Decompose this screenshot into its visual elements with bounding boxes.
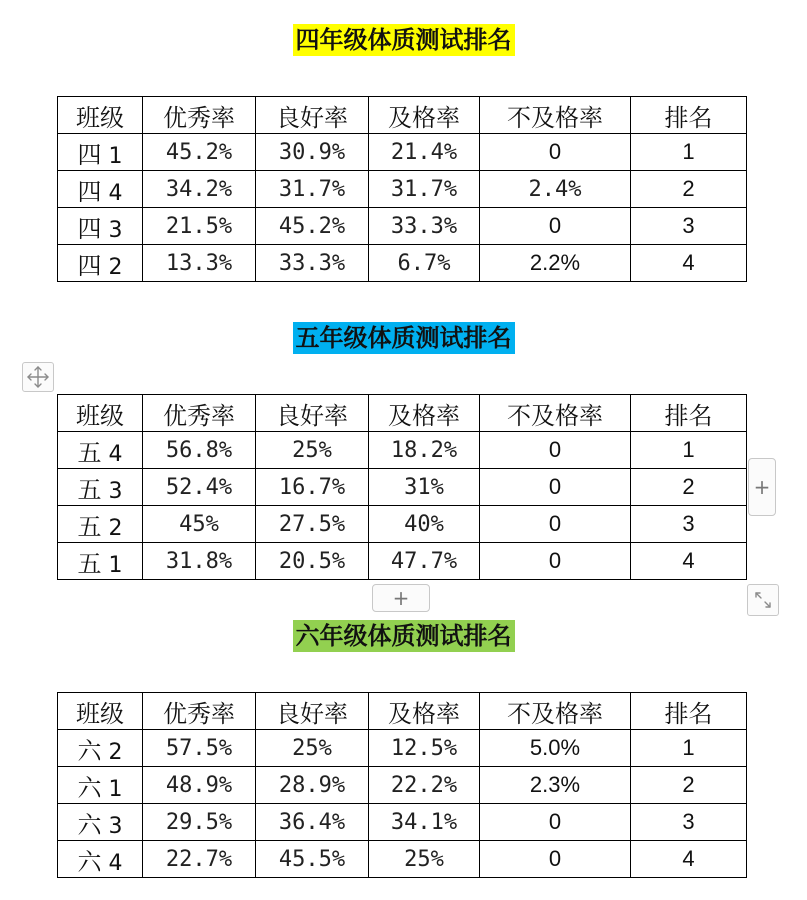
table-row [58, 469, 747, 506]
good-rate-cell[interactable]: 27.5% [256, 506, 369, 543]
excellent-rate-cell[interactable]: 45.2% [143, 134, 256, 171]
header-good-rate[interactable]: 良好率 [256, 395, 369, 432]
class-cell[interactable] [58, 767, 143, 804]
good-rate-cell[interactable]: 28.9% [256, 767, 369, 804]
table-header-row [58, 693, 747, 730]
class-number: 1 [108, 552, 123, 578]
class-number: 4 [108, 180, 123, 206]
fail-rate-cell[interactable]: 0 [480, 432, 631, 469]
grade-label: 四 [77, 177, 102, 206]
class-cell[interactable] [58, 469, 143, 506]
grade-label: 五 [77, 438, 102, 467]
rank-cell[interactable]: 2 [631, 171, 747, 208]
table-row [58, 171, 747, 208]
rank-cell[interactable]: 3 [631, 506, 747, 543]
grade-label: 五 [77, 475, 102, 504]
table-row [58, 841, 747, 878]
excellent-rate-cell[interactable]: 22.7% [143, 841, 256, 878]
rank-cell[interactable]: 1 [631, 730, 747, 767]
table-row [58, 208, 747, 245]
grade6-title-text: 六年级体质测试排名 [293, 620, 515, 652]
header-pass-rate[interactable]: 及格率 [369, 97, 480, 134]
good-rate-cell[interactable]: 33.3% [256, 245, 369, 282]
header-class[interactable]: 班级 [58, 693, 143, 730]
header-fail-rate[interactable]: 不及格率 [480, 693, 631, 730]
grade-label: 五 [77, 512, 102, 541]
class-number: 2 [108, 739, 123, 765]
pass-rate-cell[interactable]: 40% [369, 506, 480, 543]
header-rank[interactable]: 排名 [631, 395, 747, 432]
class-cell[interactable] [58, 245, 143, 282]
fail-rate-cell[interactable]: 2.4% [480, 171, 631, 208]
class-cell[interactable] [58, 506, 143, 543]
rank-cell[interactable]: 4 [631, 543, 747, 580]
fail-rate-cell[interactable]: 2.3% [480, 767, 631, 804]
class-cell[interactable] [58, 208, 143, 245]
header-excellent-rate[interactable]: 优秀率 [143, 693, 256, 730]
header-rank[interactable]: 排名 [631, 693, 747, 730]
good-rate-cell[interactable]: 30.9% [256, 134, 369, 171]
pass-rate-cell[interactable]: 47.7% [369, 543, 480, 580]
header-class[interactable]: 班级 [58, 97, 143, 134]
add-row-button[interactable] [372, 584, 430, 612]
class-cell[interactable] [58, 841, 143, 878]
table-row [58, 804, 747, 841]
good-rate-cell[interactable]: 16.7% [256, 469, 369, 506]
excellent-rate-cell[interactable]: 45% [143, 506, 256, 543]
fail-rate-cell[interactable]: 0 [480, 134, 631, 171]
table-row [58, 767, 747, 804]
fail-rate-cell[interactable]: 2.2% [480, 245, 631, 282]
fail-rate-cell[interactable]: 0 [480, 804, 631, 841]
header-pass-rate[interactable]: 及格率 [369, 395, 480, 432]
excellent-rate-cell[interactable]: 21.5% [143, 208, 256, 245]
header-excellent-rate[interactable]: 优秀率 [143, 395, 256, 432]
grade4-title [0, 26, 807, 54]
grade4-title-text: 四年级体质测试排名 [293, 24, 515, 56]
grade6-title [0, 622, 807, 650]
table-resize-handle[interactable] [747, 584, 779, 616]
fail-rate-cell[interactable]: 5.0% [480, 730, 631, 767]
good-rate-cell[interactable]: 36.4% [256, 804, 369, 841]
fail-rate-cell[interactable]: 0 [480, 469, 631, 506]
header-good-rate[interactable]: 良好率 [256, 693, 369, 730]
class-number: 2 [108, 254, 123, 280]
table-header-row [58, 97, 747, 134]
pass-rate-cell[interactable]: 21.4% [369, 134, 480, 171]
fail-rate-cell[interactable]: 0 [480, 506, 631, 543]
grade-label: 四 [77, 140, 102, 169]
header-pass-rate[interactable]: 及格率 [369, 693, 480, 730]
class-cell[interactable] [58, 171, 143, 208]
excellent-rate-cell[interactable]: 52.4% [143, 469, 256, 506]
fail-rate-cell[interactable]: 0 [480, 543, 631, 580]
add-column-button[interactable] [748, 458, 776, 516]
pass-rate-cell[interactable]: 31.7% [369, 171, 480, 208]
class-number: 1 [108, 143, 123, 169]
rank-cell[interactable]: 1 [631, 432, 747, 469]
excellent-rate-cell[interactable]: 29.5% [143, 804, 256, 841]
rank-cell[interactable]: 4 [631, 245, 747, 282]
pass-rate-cell[interactable]: 25% [369, 841, 480, 878]
table-row [58, 543, 747, 580]
rank-cell[interactable]: 3 [631, 804, 747, 841]
excellent-rate-cell[interactable]: 56.8% [143, 432, 256, 469]
table-row [58, 245, 747, 282]
pass-rate-cell[interactable]: 18.2% [369, 432, 480, 469]
rank-cell[interactable]: 4 [631, 841, 747, 878]
class-number: 4 [108, 850, 123, 876]
grade-label: 四 [77, 251, 102, 280]
grade-label: 六 [77, 773, 102, 802]
good-rate-cell[interactable]: 25% [256, 432, 369, 469]
plus-icon: + [753, 475, 771, 499]
diagonal-resize-icon [748, 585, 778, 615]
table-row [58, 506, 747, 543]
class-cell[interactable] [58, 730, 143, 767]
class-number: 1 [108, 776, 123, 802]
good-rate-cell[interactable]: 25% [256, 730, 369, 767]
class-cell[interactable] [58, 134, 143, 171]
rank-cell[interactable]: 1 [631, 134, 747, 171]
header-excellent-rate[interactable]: 优秀率 [143, 97, 256, 134]
excellent-rate-cell[interactable]: 13.3% [143, 245, 256, 282]
grade5-ranking-table [57, 394, 747, 580]
pass-rate-cell[interactable]: 33.3% [369, 208, 480, 245]
table-header-row [58, 395, 747, 432]
class-cell[interactable] [58, 804, 143, 841]
class-number: 3 [108, 217, 123, 243]
good-rate-cell[interactable]: 45.5% [256, 841, 369, 878]
grade-label: 六 [77, 736, 102, 765]
header-fail-rate[interactable]: 不及格率 [480, 97, 631, 134]
class-number: 3 [108, 813, 123, 839]
fail-rate-cell[interactable]: 0 [480, 841, 631, 878]
class-number: 3 [108, 478, 123, 504]
table-row [58, 134, 747, 171]
grade4-ranking-table [57, 96, 747, 282]
pass-rate-cell[interactable]: 31% [369, 469, 480, 506]
excellent-rate-cell[interactable]: 34.2% [143, 171, 256, 208]
grade-label: 六 [77, 810, 102, 839]
grade5-title-text: 五年级体质测试排名 [293, 322, 515, 354]
table-row [58, 730, 747, 767]
grade-label: 五 [77, 549, 102, 578]
rank-cell[interactable]: 2 [631, 767, 747, 804]
good-rate-cell[interactable]: 20.5% [256, 543, 369, 580]
excellent-rate-cell[interactable]: 31.8% [143, 543, 256, 580]
grade6-ranking-table [57, 692, 747, 878]
class-number: 2 [108, 515, 123, 541]
excellent-rate-cell[interactable]: 57.5% [143, 730, 256, 767]
class-cell[interactable] [58, 543, 143, 580]
header-class[interactable]: 班级 [58, 395, 143, 432]
good-rate-cell[interactable]: 31.7% [256, 171, 369, 208]
header-rank[interactable]: 排名 [631, 97, 747, 134]
grade5-title [0, 324, 807, 352]
header-good-rate[interactable]: 良好率 [256, 97, 369, 134]
pass-rate-cell[interactable]: 22.2% [369, 767, 480, 804]
fail-rate-cell[interactable]: 0 [480, 208, 631, 245]
good-rate-cell[interactable]: 45.2% [256, 208, 369, 245]
table-move-handle[interactable] [22, 362, 54, 392]
header-fail-rate[interactable]: 不及格率 [480, 395, 631, 432]
class-cell[interactable] [58, 432, 143, 469]
pass-rate-cell[interactable]: 6.7% [369, 245, 480, 282]
four-way-arrow-icon [23, 363, 53, 391]
rank-cell[interactable]: 3 [631, 208, 747, 245]
plus-icon: + [392, 586, 410, 610]
grade-label: 四 [77, 214, 102, 243]
grade-label: 六 [77, 847, 102, 876]
class-number: 4 [108, 441, 123, 467]
rank-cell[interactable]: 2 [631, 469, 747, 506]
table-row [58, 432, 747, 469]
pass-rate-cell[interactable]: 12.5% [369, 730, 480, 767]
excellent-rate-cell[interactable]: 48.9% [143, 767, 256, 804]
pass-rate-cell[interactable]: 34.1% [369, 804, 480, 841]
